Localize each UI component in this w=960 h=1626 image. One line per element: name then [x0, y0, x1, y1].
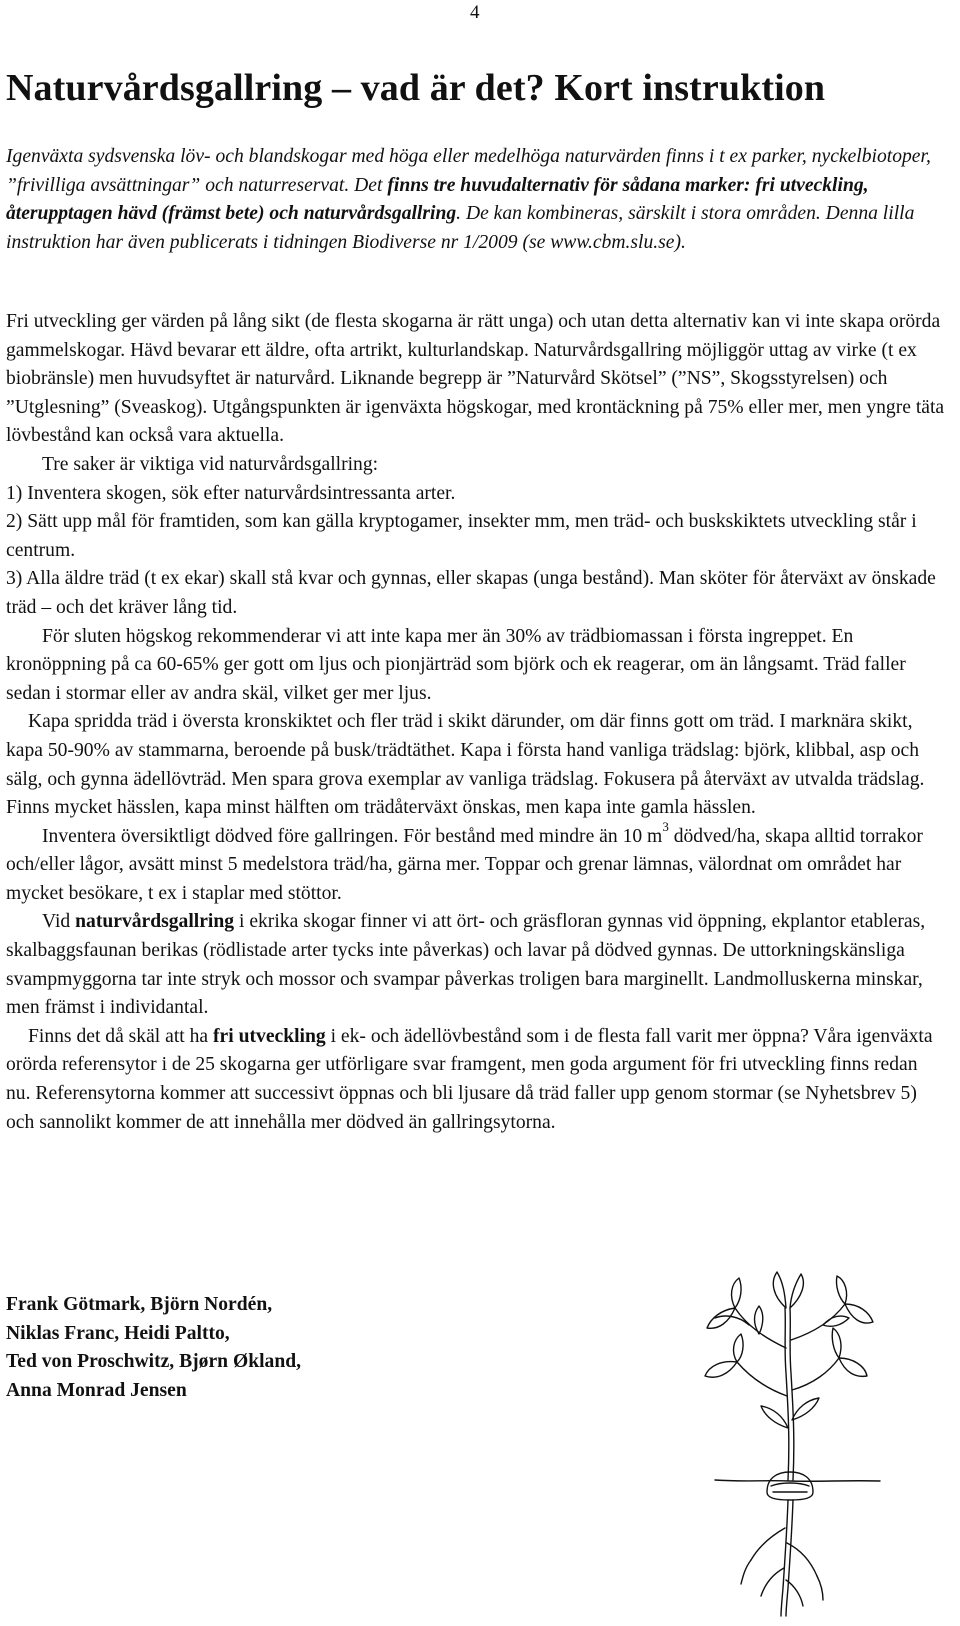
list-item-1: 1) Inventera skogen, sök efter naturvårdsintressanta arter.: [6, 482, 456, 504]
page-number: 4: [470, 2, 480, 23]
paragraph-naturvardsgallring: [6, 908, 946, 1022]
fu-text-c: i ek- och ädellövbestånd som i de flesta fall varit mer öppna? Våra igenväxta orörda referensytor i de 25 skogarna ger utförligare svar framgent, men goda argument för fri utveckling finns redan nu. Referensytorna kommer att successivt öppnas och bli ljusare då träd faller upp genom stormar (se Nyhetsbrev 5) och sannolikt kommer de att innehålla mer dödved än gallringsytorna.: [6, 1025, 933, 1133]
author-line-4: Anna Monrad Jensen: [6, 1379, 187, 1401]
fu-emphasis: fri utveckling: [213, 1025, 326, 1047]
paragraph-kapa-trad: Kapa spridda träd i översta kronskiktet och fler träd i skikt därunder, om där finns gott om träd. I marknära skikt, kapa 50-90% av stammarna, beroende på busk/trädtäthet. Kapa i första hand vanliga trädslag: björk, klibbal, asp och sälg, och gynna ädellövträd. Men spara grova exemplar av vanliga trädslag. Fokusera på återväxt av utvalda trädslag. Finns mycket hässlen, kapa minst hälften om trädåterväxt önskas, men kapa inte gamla hässlen.: [6, 711, 925, 819]
ng-text-c: i ekrika skogar finner vi att ört- och gräsfloran gynnas vid öppning, ekplantor etableras, skalbaggsfaunan berikas (rödlistade arter tycks inte påverkas) och lavar på dödved gynnas. De uttorkningskänsliga svampmyggorna tar inte stryk och mossor och svampar påverkas troligen bara marginellt. Landmolluskerna minskar, men främst i individantal.: [6, 911, 926, 1019]
ng-text-a: Vid: [42, 911, 76, 933]
seedling-illustration: [655, 1268, 945, 1618]
list-item-2: 2) Sätt upp mål för framtiden, som kan gälla kryptogamer, insekter mm, men träd- och buskskiktets utveckling står i centrum.: [6, 511, 917, 561]
paragraph-dodved: [6, 819, 946, 909]
intro-paragraph: [6, 143, 946, 257]
paragraph-fri-utveckling: Fri utveckling ger värden på lång sikt (de flesta skogarna är rätt unga) och utan detta alternativ kan vi inte skapa orörda gammelskogar. Hävd bevarar ett äldre, ofta artrikt, kulturlandskap. Naturvårdsgallring möjliggör uttag av virke (t ex biobränsle) men huvudsyftet är naturvård. Liknande begrepp är ”Naturvård Skötsel” (”NS”, Skogsstyrelsen) och ”Utglesning” (Sveaskog). Utgångspunkten är igenväxta högskogar, med krontäckning på 75% eller mer, men yngre täta lövbestånd kan också vara aktuella.: [6, 311, 945, 447]
author-block: [6, 1291, 301, 1405]
paragraph-three-things: Tre saker är viktiga vid naturvårdsgallring:: [42, 453, 379, 475]
main-text: [6, 308, 946, 1137]
fu-text-a: Finns det då skäl att ha: [28, 1025, 214, 1047]
superscript-3: 3: [662, 819, 669, 835]
page-title: Naturvårdsgallring – vad är det? Kort instruktion: [6, 67, 826, 109]
paragraph-fri-utveckling-2: [6, 1023, 946, 1137]
intro-sentence-3: . De kan kombineras, särskilt i stora områden. Denna lilla instruktion har även publicerats i tidningen Biodiverse nr 1/2009 (se www.cbm.slu.se).: [6, 203, 915, 253]
author-line-1: Frank Götmark, Björn Nordén,: [6, 1294, 273, 1315]
intro-alternatives-emphasis: finns tre huvudalternativ för sådana marker: fri utveckling, återupptagen hävd (främst bete) och naturvårdsgallring: [6, 174, 869, 225]
ng-emphasis: naturvårdsgallring: [75, 911, 235, 933]
dodved-text-b: dödved/ha, skapa alltid torrakor och/eller lågor, avsätt minst 5 medelstora träd/ha, gärna mer. Toppar och grenar lämnas, välordnat om området har mycket besökare, t ex i staplar med stöttor.: [6, 825, 923, 904]
paragraph-sluten-hogskog: För sluten högskog rekommenderar vi att inte kapa mer än 30% av trädbiomassan i första ingreppet. En kronöppning på ca 60-65% ger gott om ljus och pionjärträd som björk och ek reagerar, om än långsamt. Träd faller sedan i stormar eller av andra skäl, vilket ger mer ljus.: [6, 625, 906, 704]
intro-sentence-2a: Det: [354, 174, 388, 196]
dodved-text-a: Inventera översiktligt dödved före gallringen. För bestånd med mindre än 10 m: [42, 825, 663, 847]
author-line-3: Ted von Proschwitz, Bjørn Økland,: [6, 1351, 302, 1373]
intro-sentence-1: Igenväxta sydsvenska löv- och blandskogar med höga eller medelhöga naturvärden finns i t ex parker, nyckelbiotoper, ”frivilliga avsättningar” och naturreservat.: [6, 146, 931, 196]
list-item-3: 3) Alla äldre träd (t ex ekar) skall stå kvar och gynnas, eller skapas (unga bestånd). Man sköter för återväxt av önskade träd – och det kräver lång tid.: [6, 568, 936, 618]
author-line-2: Niklas Franc, Heidi Paltto,: [6, 1322, 230, 1344]
